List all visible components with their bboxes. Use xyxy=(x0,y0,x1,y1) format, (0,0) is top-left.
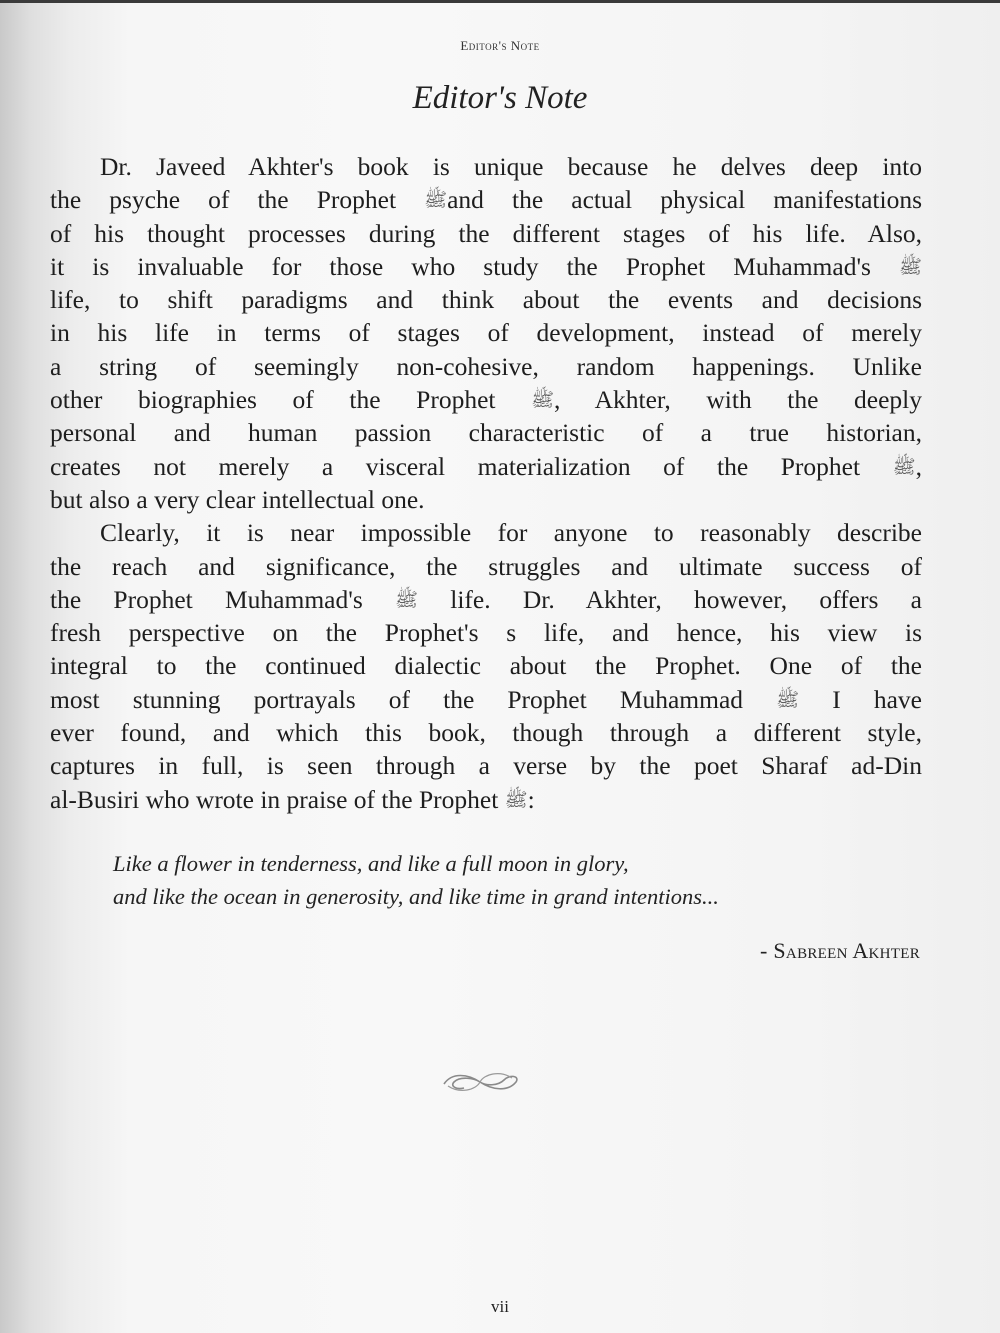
text-segment: ever found, and which this book, though through a different style, xyxy=(50,718,922,748)
text-line xyxy=(50,150,922,183)
text-line xyxy=(50,416,922,449)
text-segment: personal and human passion characteristic of a true historian, xyxy=(50,418,922,448)
verse-line-1: Like a flower in tenderness, and like a full moon in glory, xyxy=(113,851,629,876)
text-line xyxy=(50,583,922,616)
text-line xyxy=(50,649,922,682)
verse-line-2: and like the ocean in generosity, and like time in grand intentions... xyxy=(113,884,719,909)
text-line xyxy=(50,316,922,349)
text-line xyxy=(50,483,922,516)
text-segment: of his thought processes during the different stages of his life. Also, xyxy=(50,218,922,248)
text-segment: it is invaluable for those who study the Prophet Muhammad's xyxy=(50,251,900,281)
text-line xyxy=(50,683,922,716)
text-segment: a string of seemingly non-cohesive, random happenings. Unlike xyxy=(50,351,922,381)
text-segment: Clearly, it is near impossible for anyone to reasonably describe xyxy=(100,518,922,548)
text-segment: creates not merely a visceral materialization of the Prophet xyxy=(50,451,893,481)
page-number: vii xyxy=(491,1297,509,1316)
text-segment: other biographies of the Prophet xyxy=(50,385,532,415)
text-segment: , xyxy=(915,451,922,481)
page-title: Editor's Note xyxy=(412,80,588,116)
scan-top-edge xyxy=(0,0,1000,3)
text-line xyxy=(50,383,922,416)
honorific-icon: ﷺ xyxy=(531,389,555,412)
text-segment: the psyche of the Prophet xyxy=(50,185,425,215)
text-segment: captures in full, is seen through a verse by the poet Sharaf ad-Din xyxy=(50,751,922,781)
text-segment: life. Dr. Akhter, however, offers a xyxy=(417,584,922,614)
honorific-icon: ﷺ xyxy=(892,455,916,478)
text-segment: the reach and significance, the struggles and ultimate success of xyxy=(50,551,922,581)
running-head: Editor's Note xyxy=(460,38,540,53)
text-segment: but also a very clear intellectual one. xyxy=(50,484,425,514)
text-line xyxy=(50,217,922,250)
text-line xyxy=(50,749,922,782)
flourish-ornament-icon xyxy=(438,1070,522,1094)
verse-quote xyxy=(113,847,873,913)
body-text xyxy=(50,150,922,816)
text-line xyxy=(50,283,922,316)
text-segment: : xyxy=(527,784,535,814)
honorific-icon: ﷺ xyxy=(504,788,528,811)
text-line xyxy=(50,250,922,283)
text-segment: fresh perspective on the Prophet's s life, and hence, his view is xyxy=(50,618,922,648)
text-segment: al-Busiri who wrote in praise of the Prophet xyxy=(50,784,505,814)
honorific-icon: ﷺ xyxy=(776,688,800,711)
text-segment: integral to the continued dialectic about the Prophet. One of the xyxy=(50,651,922,681)
honorific-icon: ﷺ xyxy=(424,189,448,212)
text-line xyxy=(50,450,922,483)
signature: - Sabreen Akhter xyxy=(759,938,920,963)
text-line xyxy=(50,183,922,216)
text-line xyxy=(50,616,922,649)
text-segment: the Prophet Muhammad's xyxy=(50,584,396,614)
text-segment: most stunning portrayals of the Prophet Muhammad xyxy=(50,684,777,714)
text-segment: Dr. Javeed Akhter's book is unique because he delves deep into xyxy=(100,152,922,181)
text-segment: and the actual physical manifestations xyxy=(447,185,922,215)
honorific-icon: ﷺ xyxy=(395,588,418,611)
paragraph-2 xyxy=(50,516,922,816)
text-line xyxy=(50,350,922,383)
text-segment: life, to shift paradigms and think about the events and decisions xyxy=(50,285,922,315)
text-segment: , Akhter, with the deeply xyxy=(554,385,923,415)
text-line xyxy=(50,516,922,549)
paragraph-1 xyxy=(50,150,922,516)
text-line xyxy=(50,783,922,816)
text-segment: in his life in terms of stages of development, instead of merely xyxy=(50,318,922,348)
text-line xyxy=(50,716,922,749)
text-line xyxy=(50,550,922,583)
text-segment: I have xyxy=(799,684,922,714)
honorific-icon: ﷺ xyxy=(899,255,922,278)
